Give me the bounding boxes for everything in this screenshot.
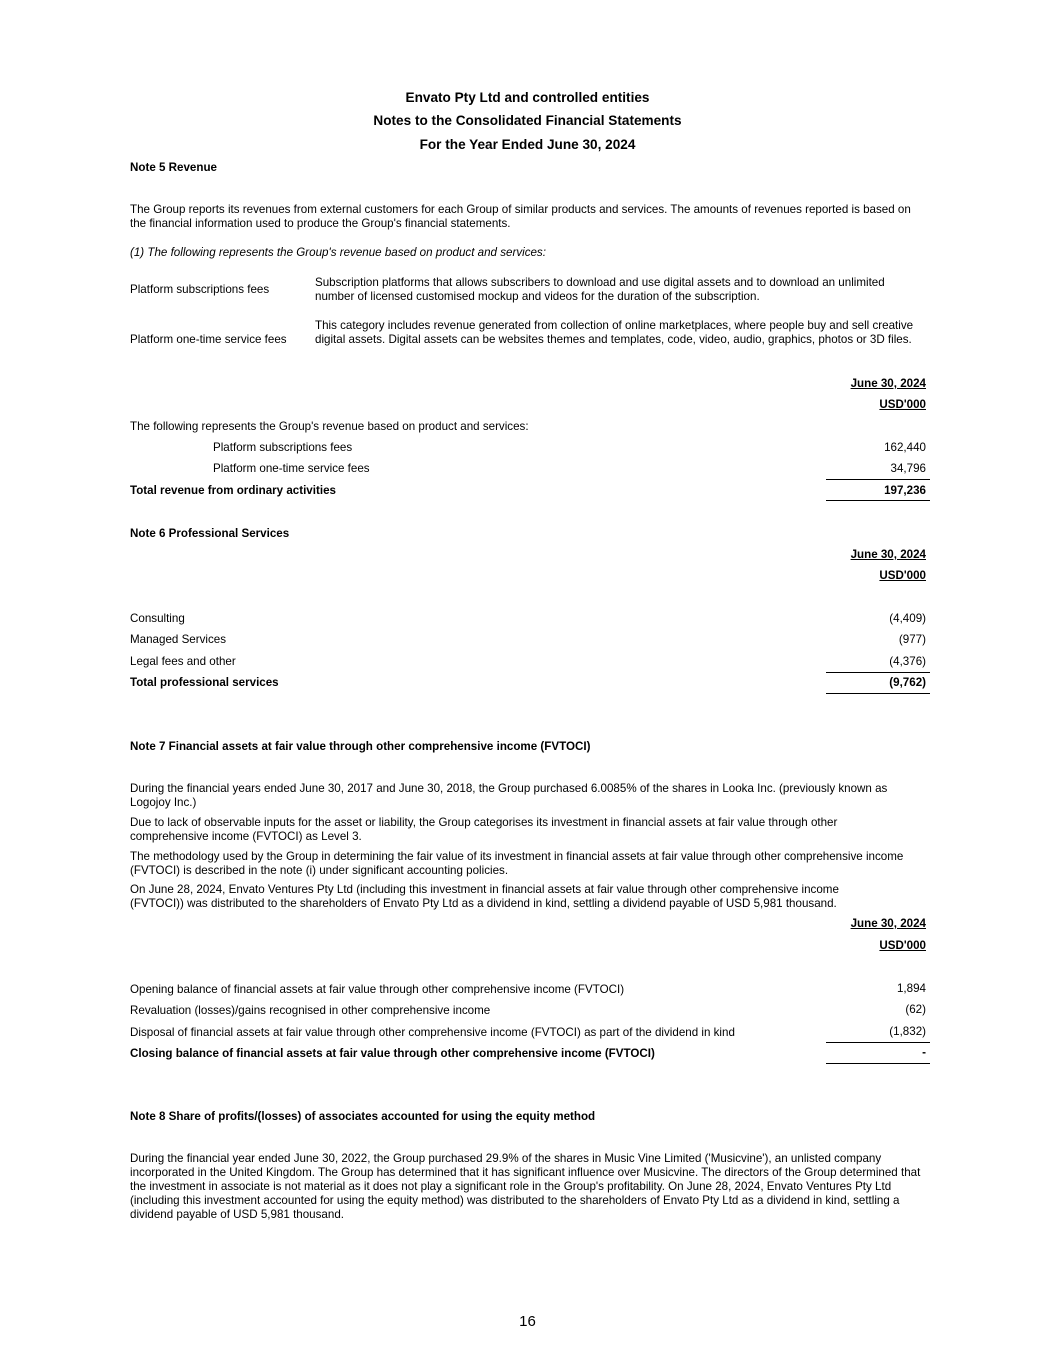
note8-heading: Note 8 Share of profits/(losses) of associates accounted for using the equity method bbox=[130, 1110, 596, 1123]
table-row-label: Platform one-time service fees bbox=[213, 462, 370, 475]
page-number: 16 bbox=[519, 1313, 536, 1330]
column-date: June 30, 2024 bbox=[850, 917, 926, 930]
subtotal-rule bbox=[826, 672, 930, 673]
column-unit: USD'000 bbox=[879, 939, 926, 952]
definition-term: Platform subscriptions fees bbox=[130, 283, 270, 296]
table-row-value: 162,440 bbox=[884, 441, 926, 454]
total-rule bbox=[826, 693, 930, 694]
definition-desc: This category includes revenue generated from collection of online marketplaces, where people buy and sell creative digital assets. Digital assets can be websites themes and templates, code, video, audio, graphics, photos or 3D files. bbox=[315, 319, 914, 346]
table-row-label: Opening balance of financial assets at fair value through other comprehensive income (FVTOCI) bbox=[130, 983, 625, 996]
note7-heading: Note 7 Financial assets at fair value through other comprehensive income (FVTOCI) bbox=[130, 740, 591, 753]
company-title: Envato Pty Ltd and controlled entities bbox=[405, 90, 650, 105]
total-label: Total professional services bbox=[130, 676, 279, 689]
total-label: Total revenue from ordinary activities bbox=[130, 484, 336, 497]
note7-paragraph: The methodology used by the Group in determining the fair value of its investment in financial assets at fair value through other comprehensive income (FVTOCI) is described in the note (i) under significant accounting policies. bbox=[130, 850, 904, 877]
total-value: - bbox=[922, 1046, 926, 1059]
note6-heading: Note 6 Professional Services bbox=[130, 527, 290, 540]
note5-intro: The Group reports its revenues from external customers for each Group of similar products and services. The amounts of revenues reported is based on the financial information used to produce the Group's financial statements. bbox=[130, 203, 911, 230]
table-row-label: Legal fees and other bbox=[130, 655, 236, 668]
table-row-label: Managed Services bbox=[130, 633, 227, 646]
note7-paragraph: Due to lack of observable inputs for the asset or liability, the Group categorises its investment in financial assets at fair value through other comprehensive income (FVTOCI) as Level 3. bbox=[130, 816, 838, 843]
total-value: 197,236 bbox=[884, 484, 926, 497]
column-date: June 30, 2024 bbox=[850, 377, 926, 390]
table-row-value: (62) bbox=[905, 1003, 926, 1016]
table-row-label: Consulting bbox=[130, 612, 185, 625]
note5-heading: Note 5 Revenue bbox=[130, 161, 217, 174]
column-unit: USD'000 bbox=[879, 569, 926, 582]
note7-paragraph: During the financial years ended June 30, 2017 and June 30, 2018, the Group purchased 6.0085% of the shares in Looka Inc. (previously known as Logojoy Inc.) bbox=[130, 782, 888, 809]
total-rule bbox=[826, 500, 930, 501]
definition-term: Platform one-time service fees bbox=[130, 333, 287, 346]
table-row-value: (4,376) bbox=[889, 655, 926, 668]
statement-title: Notes to the Consolidated Financial Statements bbox=[373, 113, 682, 128]
note7-paragraph: On June 28, 2024, Envato Ventures Pty Ltd (including this investment in financial assets at fair value through other comprehensive income (FVTOCI)) was distributed to the shareholders of Envato Pty Ltd as a dividend in kind, settling a dividend payable of USD 5,981 thousand. bbox=[130, 883, 839, 910]
total-value: (9,762) bbox=[889, 676, 926, 689]
table-row-value: 1,894 bbox=[896, 982, 926, 995]
table-row-value: (4,409) bbox=[889, 612, 926, 625]
column-unit: USD'000 bbox=[879, 398, 926, 411]
total-label: Closing balance of financial assets at fair value through other comprehensive income (FVTOCI) bbox=[130, 1047, 655, 1060]
subtotal-rule bbox=[826, 1042, 930, 1043]
table-row-label: Platform subscriptions fees bbox=[213, 441, 353, 454]
table-row-value: 34,796 bbox=[890, 462, 926, 475]
note5-subheading: (1) The following represents the Group's revenue based on product and services: bbox=[130, 246, 546, 259]
table-row-label: Disposal of financial assets at fair value through other comprehensive income (FVTOCI) as part of the dividend in kind bbox=[130, 1026, 735, 1039]
table-row-label: Revaluation (losses)/gains recognised in other comprehensive income bbox=[130, 1004, 491, 1017]
table-row-value: (977) bbox=[898, 633, 926, 646]
table-row-value: (1,832) bbox=[889, 1025, 926, 1038]
total-rule bbox=[826, 1063, 930, 1064]
period-title: For the Year Ended June 30, 2024 bbox=[419, 137, 636, 152]
subtotal-rule bbox=[826, 479, 930, 480]
note8-paragraph: During the financial year ended June 30, 2022, the Group purchased 29.9% of the shares in Music Vine Limited ('Musicvine'), an unlisted company incorporated in the United Kingdom. The Group has determined that it has significant influence over Musicvine. The directors of the Group determined that the investment in associate is not material as it does not play a significant role in the Group's profitability. On June 28, 2024, Envato Ventures Pty Ltd (including this investment accounted for using the equity method) was distributed to the shareholders of Envato Pty Ltd as a dividend in kind, settling a dividend payable of USD 5,981 thousand. bbox=[130, 1152, 921, 1221]
column-date: June 30, 2024 bbox=[850, 548, 926, 561]
table-intro: The following represents the Group's revenue based on product and services: bbox=[130, 420, 529, 433]
definition-desc: Subscription platforms that allows subscribers to download and use digital assets and to download an unlimited number of licensed customised mockup and videos for the duration of the subscription. bbox=[315, 276, 885, 303]
